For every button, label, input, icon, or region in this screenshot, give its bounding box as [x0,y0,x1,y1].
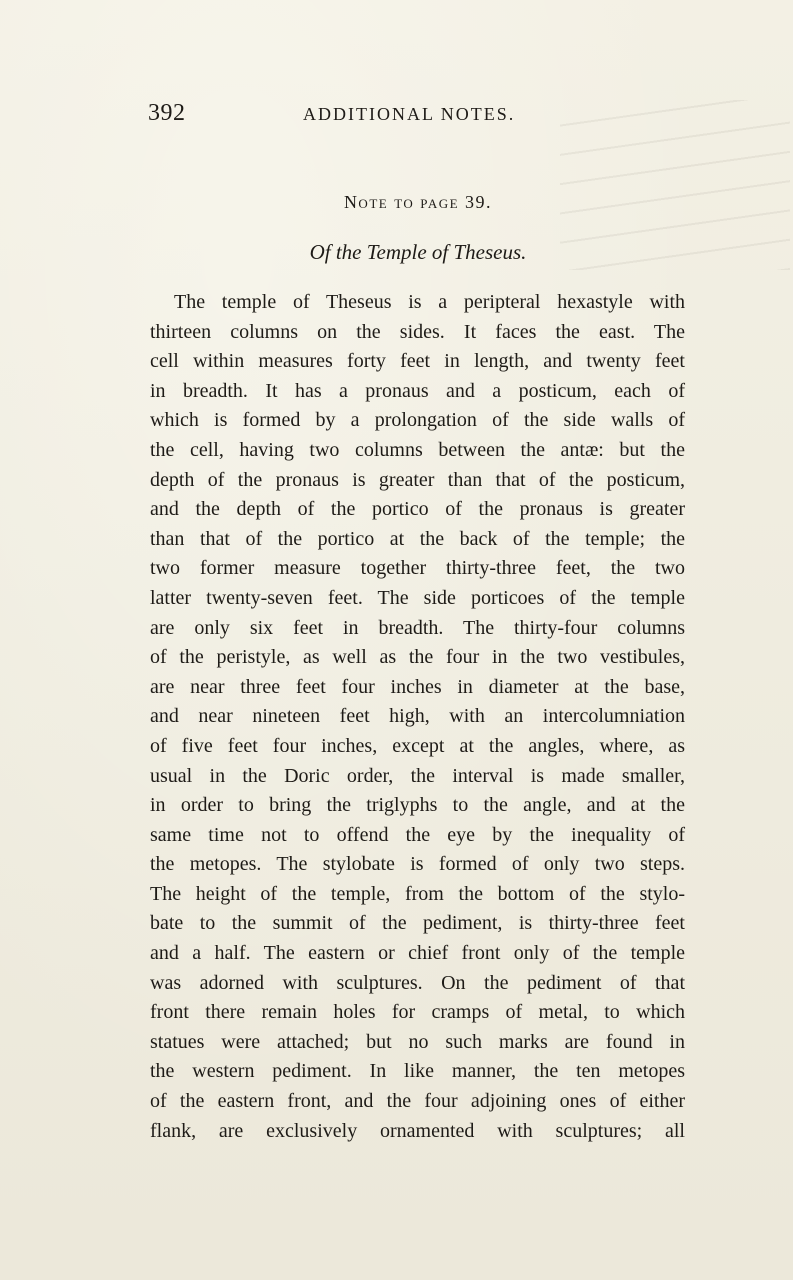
text-line: and the depth of the portico of the pronaus is greater [150,498,685,521]
text-line: in breadth. It has a pronaus and a posticum, each of [150,379,685,402]
text-line: depth of the pronaus is greater than that of the posticum, [150,468,685,491]
text-line: The height of the temple, from the bottom of the stylo- [150,882,685,905]
text-line: than that of the portico at the back of the temple; the [150,527,685,550]
text-line: the metopes. The stylobate is formed of only two steps. [150,853,685,876]
text-line: cell within measures forty feet in length, and twenty feet [150,350,685,373]
text-line: thirteen columns on the sides. It faces the east. The [150,320,685,343]
text-line: was adorned with sculptures. On the pediment of that [150,971,685,994]
text-line: which is formed by a prolongation of the side walls of [150,409,685,432]
text-line: are near three feet four inches in diameter at the base, [150,675,685,698]
text-line: same time not to offend the eye by the inequality of [150,823,685,846]
text-line: bate to the summit of the pediment, is thirty-three feet [150,912,685,935]
body-text [150,288,685,1146]
text-line: The temple of Theseus is a peripteral hexastyle with [174,291,685,313]
page-number: 392 [148,100,186,126]
text-line: of the eastern front, and the four adjoining ones of either [150,1090,685,1113]
text-line: of five feet four inches, except at the angles, where, as [150,734,685,757]
text-line: latter twenty-seven feet. The side porticoes of the temple [150,586,685,609]
note-subtitle: Of the Temple of Theseus. [309,240,527,264]
note-title: Note to page 39. [343,192,493,212]
page-header [148,100,688,136]
text-line: statues were attached; but no such marks are found in [150,1030,685,1053]
text-line: and a half. The eastern or chief front only of the temple [150,942,685,965]
text-line: and near nineteen feet high, with an intercolumniation [150,705,685,728]
text-line: are only six feet in breadth. The thirty-four columns [150,616,685,639]
text-line: the cell, having two columns between the antæ: but the [150,438,685,461]
text-line: flank, are exclusively ornamented with sculptures; all [150,1119,685,1142]
running-head: ADDITIONAL NOTES. [303,104,516,124]
text-line: two former measure together thirty-three feet, the two [150,557,685,580]
text-line: the western pediment. In like manner, the ten metopes [150,1060,685,1083]
text-line: front there remain holes for cramps of metal, to which [150,1001,685,1024]
text-line: usual in the Doric order, the interval is made smaller, [150,764,685,787]
text-line: in order to bring the triglyphs to the angle, and at the [150,794,685,817]
text-line: of the peristyle, as well as the four in the two vestibules, [150,646,685,669]
